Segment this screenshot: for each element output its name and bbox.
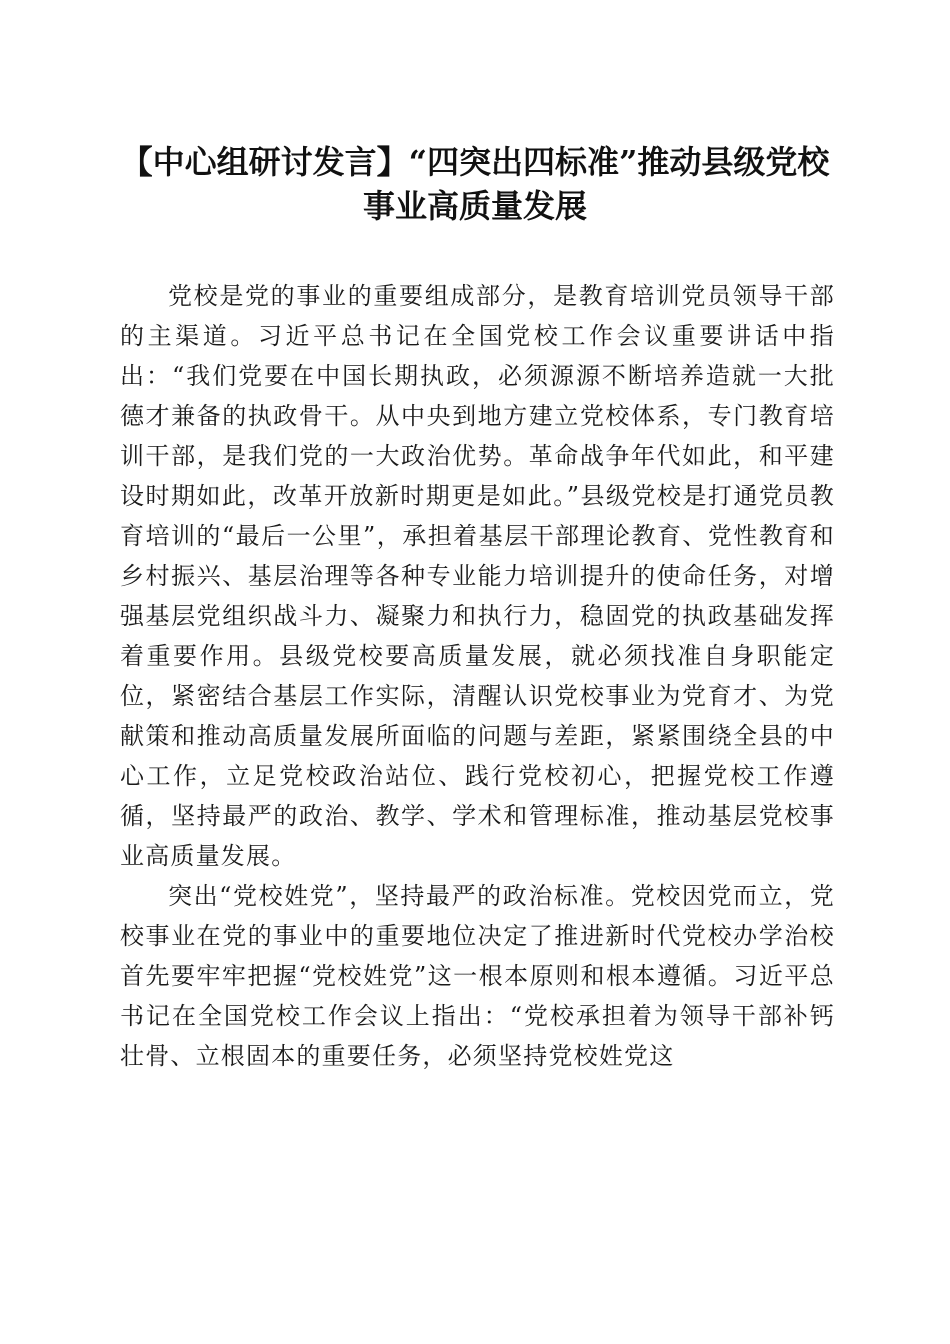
paragraph-political-standard: 突出“党校姓党”，坚持最严的政治标准。党校因党而立，党校事业在党的事业中的重要地位决定了推进新时代党校办学治校首先要牢牢把握“党校姓党”这一根本原则和根本遵循。习近平总书记在全国党校工作会议上指出：“党校承担着为领导干部补钙壮骨、立根固本的重要任务，必须坚持党校姓党这 [120, 882, 835, 1070]
document-title: 【中心组研讨发言】“四突出四标准”推动县级党校事业高质量发展 [120, 143, 830, 225]
document-body [120, 276, 835, 1076]
paragraph-intro: 党校是党的事业的重要组成部分，是教育培训党员领导干部的主渠道。习近平总书记在全国党校工作会议重要讲话中指出：“我们党要在中国长期执政，必须源源不断培养造就一大批德才兼备的执政骨干。从中央到地方建立党校体系，专门教育培训干部，是我们党的一大政治优势。革命战争年代如此，和平建设时期如此，改革开放新时期更是如此。”县级党校是打通党员教育培训的“最后一公里”，承担着基层干部理论教育、党性教育和乡村振兴、基层治理等各种专业能力培训提升的使命任务，对增强基层党组织战斗力、凝聚力和执行力，稳固党的执政基础发挥着重要作用。县级党校要高质量发展，就必须找准自身职能定位，紧密结合基层工作实际，清醒认识党校事业为党育才、为党献策和推动高质量发展所面临的问题与差距，紧紧围绕全县的中心工作，立足党校政治站位、践行党校初心，把握党校工作遵循，坚持最严的政治、教学、学术和管理标准，推动基层党校事业高质量发展。 [120, 282, 835, 870]
